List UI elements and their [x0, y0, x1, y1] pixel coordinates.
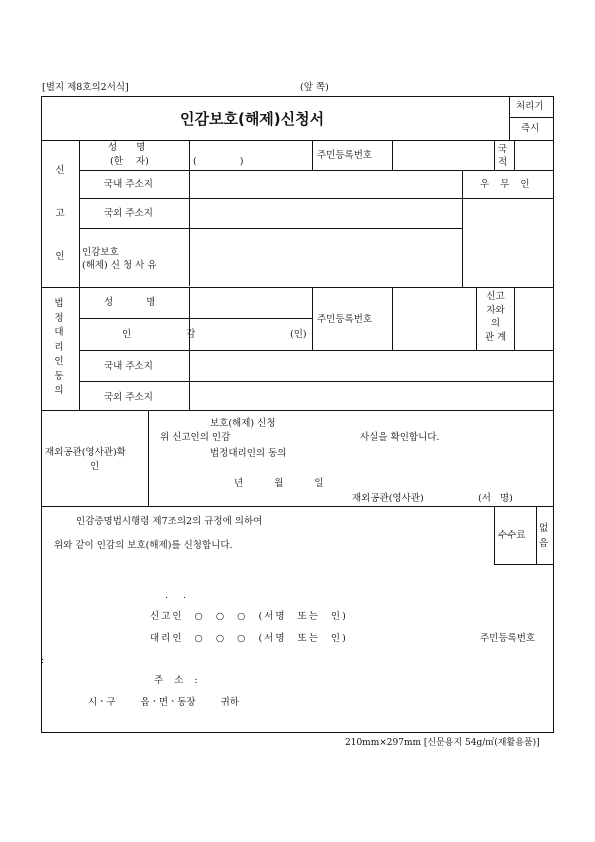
divider: [79, 318, 313, 319]
declaration-colon: :: [41, 655, 45, 666]
processing-label: 처리기: [516, 101, 544, 112]
hanja-paren: ( ): [193, 156, 244, 167]
consulate-official: 재외공관(영사관): [352, 493, 424, 504]
divider: [392, 287, 393, 350]
agent-section-label: 법 정 대 리 인 동 의: [54, 298, 64, 396]
divider: [189, 140, 190, 286]
consulate-sign: (서 명): [478, 493, 513, 504]
consulate-line-2-right: 사실을 확인합니다.: [360, 432, 440, 443]
agent-domestic-address-label: 국내 주소지: [104, 361, 153, 372]
addressee: 시ㆍ구 읍ㆍ면ㆍ동장 귀하: [88, 697, 239, 708]
divider: [41, 506, 554, 507]
divider: [41, 287, 554, 288]
paper-spec-footer: 210mm×297mm [신문용지 54g/㎡(재활용품)]: [345, 738, 540, 748]
divider: [148, 410, 149, 506]
declaration-line-2: 위와 같이 인감의 보호(해제)를 신청합니다.: [54, 540, 233, 551]
form-number: [별지 제8호의2서식]: [42, 82, 129, 93]
relation-label: 신고 자와 의 관 계: [484, 291, 507, 343]
divider: [494, 506, 495, 564]
divider: [41, 410, 554, 411]
agent-name-label: 성 명: [104, 297, 156, 308]
name-label: 성 명: [108, 142, 146, 153]
applicant-section-label-3: 인: [55, 251, 65, 262]
declaration-address-label: 주 소 :: [154, 675, 198, 686]
divider: [79, 140, 80, 410]
divider: [514, 287, 515, 350]
page-side-label: (앞 쪽): [300, 82, 329, 93]
applicant-section-label-2: 고: [55, 208, 65, 219]
applicant-rrn-label: 주민등록번호: [317, 150, 373, 161]
agent-rrn-label: 주민등록번호: [317, 314, 373, 325]
consulate-label-2: 인: [90, 461, 100, 472]
form-title: 인감보호(해제)신청서: [180, 110, 325, 128]
declaration-rrn-label: 주민등록번호: [480, 633, 536, 644]
divider: [514, 140, 515, 170]
divider: [79, 228, 462, 229]
hanja-label: (한 자): [110, 156, 149, 167]
consulate-line-2-left: 위 신고인의 인감: [160, 432, 231, 443]
date-dots: . .: [165, 590, 187, 601]
divider: [79, 170, 554, 171]
declaration-line-1: 인감증명법시행령 제7조의2의 규정에 의하여: [76, 516, 263, 527]
divider: [494, 564, 554, 565]
divider: [509, 117, 554, 118]
agent-signature-line: 대리인 ○ ○ ○ (서명 또는 인): [150, 633, 348, 644]
applicant-section-label-1: 신: [55, 165, 65, 176]
divider: [392, 140, 393, 170]
overseas-address-label: 국외 주소지: [104, 208, 153, 219]
divider: [462, 170, 463, 287]
reason-label-2: (해제) 신 청 사 유: [82, 260, 157, 271]
processing-value: 즉시: [521, 123, 540, 134]
agent-seal-label: 인 감: [122, 329, 196, 340]
divider: [79, 381, 554, 382]
nationality-label: 국적: [498, 144, 508, 168]
consulate-label-1: 재외공관(영사관)확: [45, 447, 126, 458]
divider: [41, 140, 554, 141]
domestic-address-label: 국내 주소지: [104, 179, 153, 190]
agent-overseas-address-label: 국외 주소지: [104, 392, 153, 403]
divider: [312, 140, 313, 170]
seal-presence-label: 우 무 인: [480, 179, 530, 190]
divider: [536, 506, 537, 564]
reason-label-1: 인감보호: [82, 247, 119, 258]
applicant-signature-line: 신고인 ○ ○ ○ (서명 또는 인): [150, 611, 348, 622]
divider: [79, 350, 554, 351]
fee-value: 없음: [539, 523, 549, 549]
divider: [509, 96, 510, 140]
agent-seal-mark: (인): [290, 329, 307, 340]
consulate-line-3: 법정대리인의 동의: [210, 448, 287, 459]
divider: [494, 140, 495, 170]
divider: [79, 198, 554, 199]
consulate-date: 년 월 일: [234, 478, 324, 489]
fee-label: 수수료: [498, 530, 526, 541]
divider: [189, 350, 190, 410]
consulate-line-1: 보호(해제) 신청: [210, 418, 276, 429]
